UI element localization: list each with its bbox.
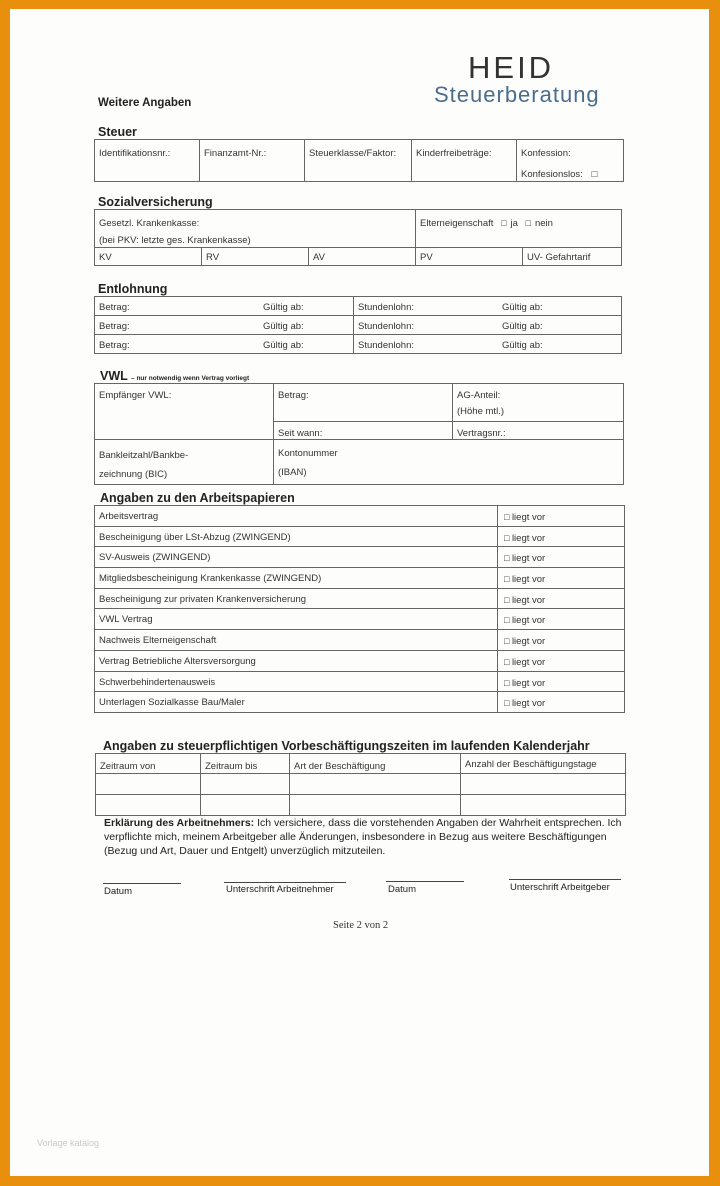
datum-label-2: Datum: [388, 884, 416, 895]
field-krankenkasse[interactable]: [95, 210, 416, 248]
signature-line: [103, 883, 181, 884]
checkbox-icon[interactable]: □: [504, 594, 512, 605]
cell-input[interactable]: [461, 774, 626, 795]
eltern-label: Elterneigenschaft: [420, 218, 494, 229]
stundenlohn-label: Stundenlohn:: [358, 302, 414, 313]
gueltig-label: Gültig ab:: [263, 302, 304, 313]
liegt-vor-checkbox[interactable]: [498, 671, 625, 692]
betrag-label: Betrag:: [99, 321, 130, 332]
table-row: [96, 774, 626, 795]
field-finanzamt-nr[interactable]: Finanzamt-Nr.:: [200, 140, 305, 182]
ja-label: ja: [510, 218, 518, 229]
liegt-vor-checkbox[interactable]: [498, 506, 625, 527]
col-zeitraum-bis: Zeitraum bis: [201, 754, 290, 774]
field-kinderfreibetraege[interactable]: Kinderfreibeträge:: [412, 140, 517, 182]
cell-input[interactable]: [290, 795, 461, 816]
unterschrift-arbeitgeber-label: Unterschrift Arbeitgeber: [510, 882, 610, 893]
document-item-label: Arbeitsvertrag: [95, 506, 498, 527]
vorbesch-heading: Angaben zu steuerpflichtigen Vorbeschäftigungszeiten im laufenden Kalenderjahr: [103, 739, 590, 753]
signature-line: [386, 881, 464, 882]
gueltig-label: Gültig ab:: [263, 340, 304, 351]
entlohnung-row-betrag[interactable]: [95, 316, 354, 335]
erklaerung-text: Ich versichere, dass die vorstehenden Angaben der Wahrheit entsprechen. Ich verpflichte mich, meinem Arbeitgeber alle Änderungen, insbesondere in Bezug aus weitere Beschäftigungen (Bezug und Art, Dauer und Entgelt) unverzüglich mitzuteilen.: [104, 817, 622, 857]
document-item-label: SV-Ausweis (ZWINGEND): [95, 547, 498, 568]
erklaerung-paragraph: [104, 816, 624, 858]
signature-line: [509, 879, 621, 880]
konfessionslos-row[interactable]: [521, 169, 619, 180]
liegt-vor-label: liegt vor: [511, 636, 546, 648]
nein-label: nein: [534, 218, 553, 229]
checkbox-icon[interactable]: □: [504, 698, 512, 709]
liegt-vor-checkbox[interactable]: [498, 609, 625, 630]
cell-input[interactable]: [201, 795, 290, 816]
document-item-label: Unterlagen Sozialkasse Bau/Maler: [95, 692, 498, 713]
ag-anteil-label: AG-Anteil:: [457, 390, 501, 401]
document-item-label: Bescheinigung über LSt-Abzug (ZWINGEND): [95, 526, 498, 547]
ja-checkbox[interactable]: [501, 218, 518, 229]
field-ag-anteil[interactable]: [453, 384, 624, 422]
field-steuerklasse[interactable]: Steuerklasse/Faktor:: [305, 140, 412, 182]
watermark: Vorlage katalog: [37, 1138, 100, 1148]
table-row: [95, 692, 625, 713]
blz-label-1: Bankleitzahl/Bankbe-: [99, 450, 189, 461]
field-iban[interactable]: [274, 440, 624, 485]
checkbox-icon[interactable]: □: [504, 532, 512, 543]
entlohnung-row-betrag[interactable]: [95, 297, 354, 316]
page-number: Seite 2 von 2: [333, 920, 389, 931]
betrag-label: Betrag:: [99, 302, 130, 313]
erklaerung-label: Erklärung des Arbeitnehmers:: [104, 817, 255, 829]
liegt-vor-checkbox[interactable]: [498, 547, 625, 568]
entlohnung-heading: Entlohnung: [98, 282, 168, 296]
checkbox-icon[interactable]: □: [504, 636, 512, 647]
entlohnung-table: [94, 296, 622, 354]
liegt-vor-checkbox[interactable]: [498, 526, 625, 547]
table-row: [95, 630, 625, 651]
table-row: [95, 671, 625, 692]
konto-label-2: (IBAN): [278, 467, 307, 478]
document-item-label: Nachweis Elterneigenschaft: [95, 630, 498, 651]
krankenkasse-label: Gesetzl. Krankenkasse:: [99, 218, 200, 229]
cell-input[interactable]: [96, 795, 201, 816]
checkbox-icon[interactable]: □: [504, 512, 512, 522]
vwl-note: – nur notwendig wenn Vertrag vorliegt: [131, 375, 250, 382]
pkv-note: (bei PKV: letzte ges. Krankenkasse): [99, 235, 251, 246]
nein-checkbox[interactable]: [526, 218, 553, 229]
entlohnung-row-stundenlohn[interactable]: [354, 335, 622, 354]
steuer-table: [94, 139, 624, 182]
hoehe-label: (Höhe mtl.): [457, 406, 504, 417]
konto-label-1: Kontonummer: [278, 448, 338, 459]
checkbox-icon[interactable]: □: [504, 677, 512, 688]
table-row: [95, 506, 625, 527]
blz-label-2: zeichnung (BIC): [99, 469, 168, 480]
datum-label-1: Datum: [104, 886, 132, 897]
liegt-vor-checkbox[interactable]: [498, 650, 625, 671]
liegt-vor-label: liegt vor: [511, 553, 546, 565]
sozial-table: [94, 209, 622, 266]
cell-input[interactable]: [201, 774, 290, 795]
checkbox-icon[interactable]: □: [504, 553, 512, 564]
liegt-vor-label: liegt vor: [511, 677, 546, 689]
steuer-heading: Steuer: [98, 125, 137, 139]
entlohnung-row-stundenlohn[interactable]: [354, 316, 622, 335]
vwl-title: VWL: [100, 369, 128, 383]
stundenlohn-label: Stundenlohn:: [358, 321, 414, 332]
field-vertragsnr[interactable]: Vertragsnr.:: [453, 422, 624, 440]
field-vwl-betrag[interactable]: Betrag:: [274, 384, 453, 422]
logo-subtitle: Steuerberatung: [434, 82, 600, 107]
col-anzahl: Anzahl der Beschäftigungstage: [461, 754, 626, 774]
page-title: Weitere Angaben: [98, 97, 192, 109]
vwl-heading: [100, 369, 249, 383]
checkbox-icon[interactable]: □: [504, 615, 512, 626]
liegt-vor-label: liegt vor: [511, 594, 546, 606]
checkbox-icon[interactable]: □: [504, 574, 512, 585]
table-row: [95, 568, 625, 589]
liegt-vor-label: liegt vor: [511, 615, 546, 627]
table-row: [95, 547, 625, 568]
table-row: [95, 588, 625, 609]
signature-line: [224, 882, 346, 883]
entlohnung-row-betrag[interactable]: [95, 335, 354, 354]
liegt-vor-checkbox[interactable]: [498, 692, 625, 713]
stundenlohn-label: Stundenlohn:: [358, 340, 414, 351]
cell-input[interactable]: [290, 774, 461, 795]
gueltig-label: Gültig ab:: [502, 302, 543, 313]
field-elterneigenschaft[interactable]: [416, 210, 622, 248]
col-art: Art der Beschäftigung: [290, 754, 461, 774]
field-identifikationsnr[interactable]: Identifikationsnr.:: [95, 140, 200, 182]
col-zeitraum-von: Zeitraum von: [96, 754, 201, 774]
vwl-table: [94, 383, 624, 485]
arbeitspapiere-heading: Angaben zu den Arbeitspapieren: [100, 491, 295, 505]
liegt-vor-checkbox[interactable]: [498, 630, 625, 651]
gueltig-label: Gültig ab:: [502, 321, 543, 332]
checkbox-icon[interactable]: □: [504, 656, 512, 667]
konfession-label: Konfession:: [521, 148, 571, 159]
arbeitspapiere-table: [94, 505, 625, 713]
table-row: [95, 609, 625, 630]
field-kv[interactable]: KV: [95, 248, 202, 266]
document-item-label: Schwerbehindertenausweis: [95, 671, 498, 692]
liegt-vor-label: liegt vor: [511, 656, 546, 668]
unterschrift-arbeitnehmer-label: Unterschrift Arbeitnehmer: [226, 884, 334, 895]
vorbesch-table: [95, 753, 626, 816]
document-item-label: VWL Vertrag: [95, 609, 498, 630]
liegt-vor-label: liegt vor: [511, 698, 546, 710]
checkbox-icon[interactable]: □: [591, 169, 598, 180]
document-item-label: Mitgliedsbescheinigung Krankenkasse (ZWINGEND): [95, 568, 498, 589]
field-seit-wann[interactable]: Seit wann:: [274, 422, 453, 440]
entlohnung-row-stundenlohn[interactable]: [354, 297, 622, 316]
betrag-label: Betrag:: [99, 340, 130, 351]
logo-brand: HEID: [468, 50, 555, 85]
table-row: [96, 795, 626, 816]
document-item-label: Bescheinigung zur privaten Krankenversicherung: [95, 588, 498, 609]
liegt-vor-checkbox[interactable]: [498, 568, 625, 589]
cell-input[interactable]: [96, 774, 201, 795]
table-row: [95, 650, 625, 671]
liegt-vor-label: liegt vor: [511, 532, 546, 544]
gueltig-label: Gültig ab:: [263, 321, 304, 332]
cell-input[interactable]: [461, 795, 626, 816]
field-konfession[interactable]: [517, 140, 624, 182]
field-empfaenger-vwl[interactable]: Empfänger VWL:: [95, 384, 274, 440]
sozial-heading: Sozialversicherung: [98, 195, 213, 209]
liegt-vor-checkbox[interactable]: [498, 588, 625, 609]
gueltig-label: Gültig ab:: [502, 340, 543, 351]
field-pv[interactable]: PV: [416, 248, 523, 266]
liegt-vor-label: liegt vor: [511, 574, 546, 586]
liegt-vor-label: liegt vor: [511, 512, 546, 523]
field-av[interactable]: AV: [309, 248, 416, 266]
field-uv-gefahrtarif[interactable]: UV- Gefahrtarif: [523, 248, 622, 266]
field-bic[interactable]: [95, 440, 274, 485]
table-row: [95, 526, 625, 547]
konfessionslos-label: Konfesionslos:: [521, 169, 583, 180]
document-item-label: Vertrag Betriebliche Altersversorgung: [95, 650, 498, 671]
field-rv[interactable]: RV: [202, 248, 309, 266]
